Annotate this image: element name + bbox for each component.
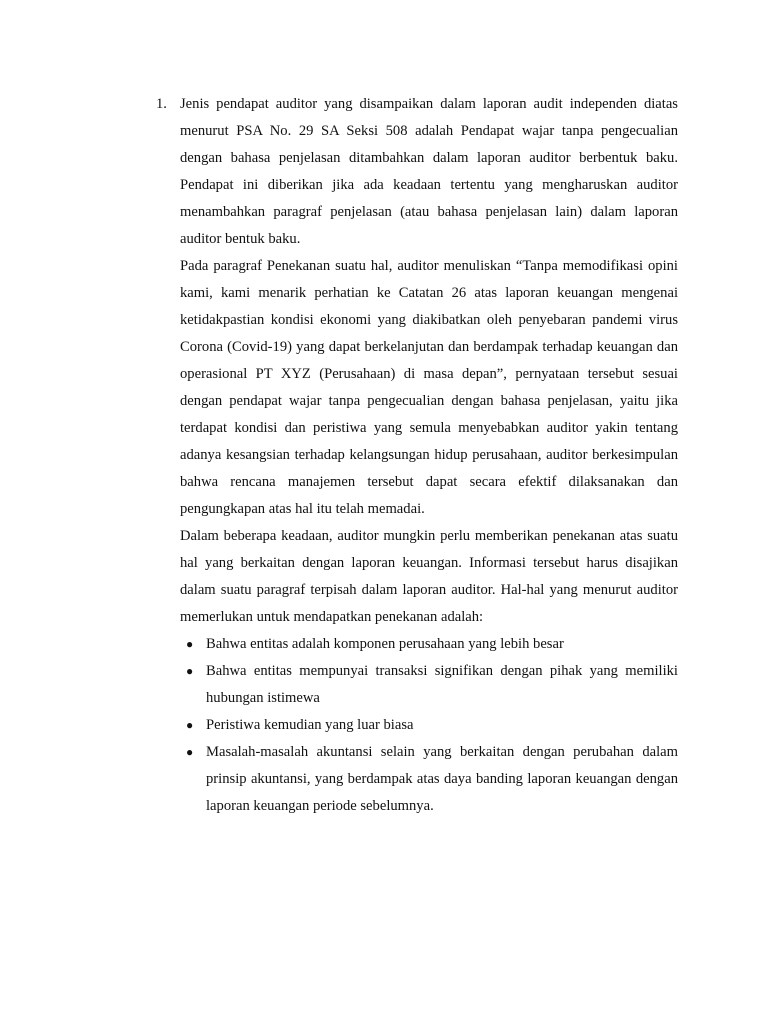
bullet-item <box>180 631 678 658</box>
bullet-item <box>180 658 678 712</box>
bullet-text: Bahwa entitas mempunyai transaksi signifikan dengan pihak yang memiliki hubungan istimewa <box>206 663 678 706</box>
bullet-list <box>180 631 678 820</box>
bullet-icon: ● <box>186 718 194 732</box>
list-item-body <box>180 91 678 820</box>
bullet-text: Masalah-masalah akuntansi selain yang berkaitan dengan perubahan dalam prinsip akuntansi, yang berdampak atas daya banding laporan keuangan dengan laporan keuangan periode sebelumnya. <box>206 744 678 814</box>
paragraph-opinion-type: Jenis pendapat auditor yang disampaikan dalam laporan audit independen diatas menurut PSA No. 29 SA Seksi 508 adalah Pendapat wajar tanpa pengecualian dengan bahasa penjelasan ditambahkan dalam laporan auditor berbentuk baku. Pendapat ini diberikan jika ada keadaan tertentu yang mengharuskan auditor menambahkan paragraf penjelasan (atau bahasa penjelasan lain) dalam laporan auditor bentuk baku. <box>180 96 678 247</box>
bullet-icon: ● <box>186 745 194 759</box>
bullet-text: Bahwa entitas adalah komponen perusahaan yang lebih besar <box>206 636 564 652</box>
bullet-item <box>180 739 678 820</box>
paragraph-emphasis-circumstances: Dalam beberapa keadaan, auditor mungkin perlu memberikan penekanan atas suatu hal yang berkaitan dengan laporan keuangan. Informasi tersebut harus disajikan dalam suatu paragraf terpisah dalam laporan auditor. Hal-hal yang menurut auditor memerlukan untuk mendapatkan penekanan adalah: <box>180 528 678 625</box>
list-item-number: 1. <box>156 96 167 112</box>
bullet-icon: ● <box>186 637 194 651</box>
numbered-list-item <box>156 91 678 820</box>
bullet-text: Peristiwa kemudian yang luar biasa <box>206 717 414 733</box>
paragraph-emphasis-of-matter: Pada paragraf Penekanan suatu hal, auditor menuliskan “Tanpa memodifikasi opini kami, kami menarik perhatian ke Catatan 26 atas laporan keuangan mengenai ketidakpastian kondisi ekonomi yang diakibatkan oleh penyebaran pandemi virus Corona (Covid-19) yang dapat berkelanjutan dan berdampak terhadap keuangan dan operasional PT XYZ (Perusahaan) di masa depan”, pernyataan tersebut sesuai dengan pendapat wajar tanpa pengecualian dengan bahasa penjelasan, yaitu jika terdapat kondisi dan peristiwa yang semula menyebabkan auditor yakin tentang adanya kesangsian terhadap kelangsungan hidup perusahaan, auditor berkesimpulan bahwa rencana manajemen tersebut dapat secara efektif dilaksanakan dan pengungkapan atas hal itu telah memadai. <box>180 258 678 517</box>
bullet-icon: ● <box>186 664 194 678</box>
bullet-item <box>180 712 678 739</box>
